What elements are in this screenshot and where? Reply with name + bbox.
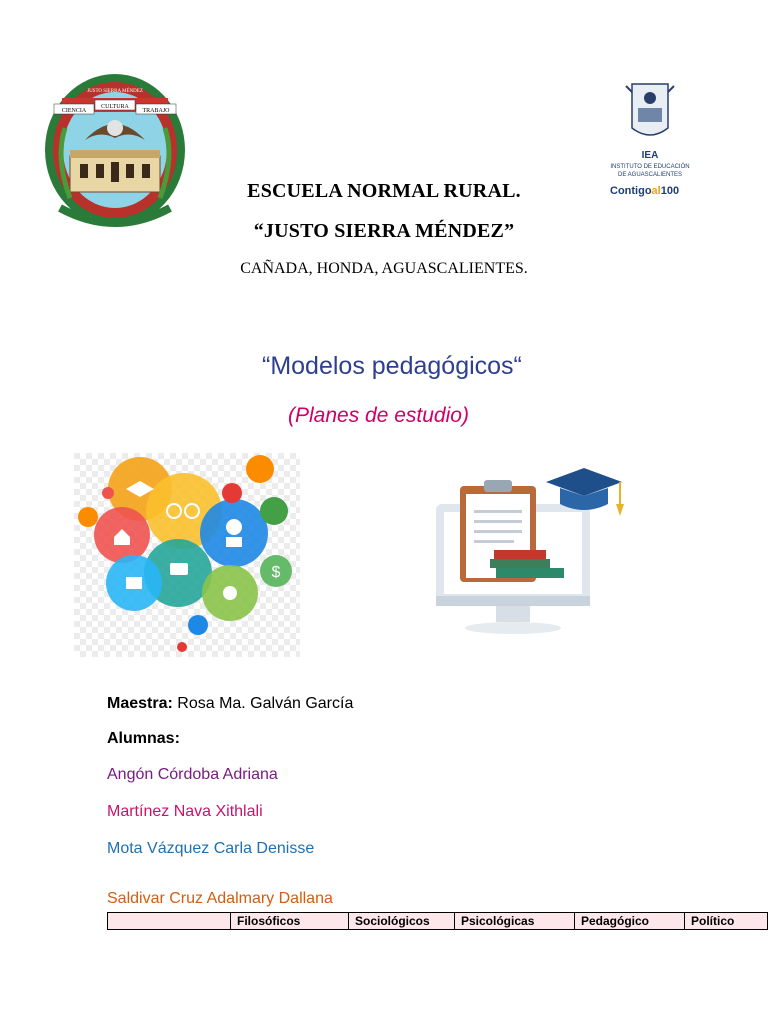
document-title: “Modelos pedagógicos“ [262, 352, 522, 380]
table-header-cell: Pedagógico [575, 913, 685, 930]
school-crest-logo [40, 68, 190, 230]
student-name: Martínez Nava Xithlali [107, 803, 263, 820]
table-header-cell [108, 913, 231, 930]
table-header-cell: Sociológicos [349, 913, 455, 930]
iea-slogan-b: al [651, 185, 661, 197]
teacher-line [107, 695, 353, 713]
crest-word-left: CIENCIA [61, 108, 87, 114]
iea-line1: INSTITUTO DE EDUCACIÓN [610, 164, 690, 170]
table-header-cell: Político [685, 913, 768, 930]
teacher-label: Maestra: [107, 695, 173, 712]
crest-school-name: JUSTO SIERRA MÉNDEZ [87, 89, 143, 94]
svg-text:$: $ [271, 564, 281, 581]
iea-abbr: IEA [641, 150, 659, 161]
iea-line2: DE AGUASCALIENTES [617, 172, 683, 178]
document-subtitle: (Planes de estudio) [288, 404, 469, 427]
students-label: Alumnas: [107, 730, 180, 747]
school-name-line1: ESCUELA NORMAL RURAL. [247, 180, 521, 202]
iea-slogan-a: Contigo [610, 185, 652, 197]
student-name: Angón Córdoba Adriana [107, 766, 278, 783]
crest-word-right: TRABAJO [142, 108, 170, 114]
school-location: CAÑADA, HONDA, AGUASCALIENTES. [240, 260, 528, 277]
models-table [107, 912, 768, 930]
education-icons-illustration [74, 453, 300, 657]
online-learning-illustration [432, 464, 628, 642]
student-name: Saldivar Cruz Adalmary Dallana [107, 890, 333, 907]
crest-word-center: CULTURA [101, 104, 129, 110]
table-header-cell: Psicológicas [455, 913, 575, 930]
iea-slogan-c: 100 [660, 185, 680, 197]
school-name-line2: “JUSTO SIERRA MÉNDEZ” [253, 220, 515, 242]
student-name: Mota Vázquez Carla Denisse [107, 840, 315, 857]
table-header-row [108, 913, 768, 930]
teacher-name: Rosa Ma. Galván García [177, 695, 354, 712]
table-header-cell: Filosóficos [231, 913, 349, 930]
